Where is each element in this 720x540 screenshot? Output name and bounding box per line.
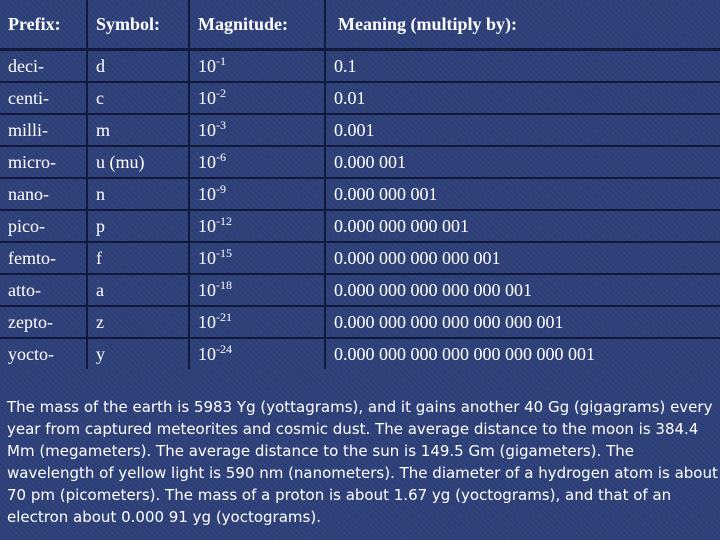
prefix-cell: femto- <box>0 242 87 274</box>
table-row <box>0 242 720 274</box>
symbol-cell: f <box>87 242 189 274</box>
prefix-cell: micro- <box>0 146 87 178</box>
meaning-cell: 0.000 000 000 001 <box>325 210 720 242</box>
meaning-cell: 0.01 <box>325 82 720 114</box>
magnitude-exponent: -1 <box>216 53 226 68</box>
magnitude-base: 10 <box>198 151 216 172</box>
magnitude-cell <box>189 210 325 242</box>
magnitude-base: 10 <box>198 279 216 300</box>
header-prefix: Prefix: <box>0 0 87 50</box>
table-row <box>0 274 720 306</box>
magnitude-cell <box>189 306 325 338</box>
magnitude-cell <box>189 50 325 83</box>
meaning-cell: 0.000 000 001 <box>325 178 720 210</box>
symbol-cell: z <box>87 306 189 338</box>
meaning-cell: 0.001 <box>325 114 720 146</box>
prefix-cell: zepto- <box>0 306 87 338</box>
magnitude-base: 10 <box>198 183 216 204</box>
symbol-cell: p <box>87 210 189 242</box>
symbol-cell: c <box>87 82 189 114</box>
magnitude-exponent: -18 <box>216 277 232 292</box>
magnitude-base: 10 <box>198 247 216 268</box>
magnitude-cell <box>189 242 325 274</box>
magnitude-base: 10 <box>198 343 216 364</box>
symbol-cell: d <box>87 50 189 83</box>
magnitude-exponent: -9 <box>216 181 226 196</box>
explanatory-paragraph: The mass of the earth is 5983 Yg (yottagrams), and it gains another 40 Gg (gigagrams) every year from captured meteorites and cosmic dust. The average distance to the moon is 384.4 Mm (megameters). The average distance to the sun is 149.5 Gm (gigameters). The wavelength of yellow light is 590 nm (nanometers). The diameter of a hydrogen atom is about 70 pm (picometers). The mass of a proton is about 1.67 yg (yoctograms), and that of an electron about 0.000 91 yg (yoctograms). <box>7 398 718 526</box>
magnitude-base: 10 <box>198 119 216 140</box>
prefix-cell: pico- <box>0 210 87 242</box>
table-row <box>0 306 720 338</box>
magnitude-exponent: -6 <box>216 149 226 164</box>
prefix-cell: deci- <box>0 50 87 83</box>
magnitude-exponent: -21 <box>216 309 232 324</box>
meaning-cell: 0.000 000 000 000 000 000 000 001 <box>334 343 595 364</box>
meaning-cell: 0.1 <box>325 50 720 83</box>
symbol-cell: u (mu) <box>87 146 189 178</box>
prefix-cell: atto- <box>0 274 87 306</box>
header-symbol: Symbol: <box>87 0 189 50</box>
magnitude-base: 10 <box>198 87 216 108</box>
magnitude-base: 10 <box>198 55 216 76</box>
magnitude-cell <box>189 274 325 306</box>
prefix-cell: yocto- <box>0 338 87 369</box>
prefix-cell: nano- <box>0 178 87 210</box>
magnitude-base: 10 <box>198 215 216 236</box>
magnitude-cell <box>189 338 325 369</box>
magnitude-exponent: -15 <box>216 245 232 260</box>
header-magnitude: Magnitude: <box>189 0 325 50</box>
prefix-cell: milli- <box>0 114 87 146</box>
meaning-cell: 0.000 000 000 000 000 000 001 <box>325 306 720 338</box>
meaning-cell: 0.000 001 <box>325 146 720 178</box>
magnitude-cell <box>189 178 325 210</box>
magnitude-exponent: -3 <box>216 117 226 132</box>
table-row <box>0 82 720 114</box>
magnitude-exponent: -24 <box>216 341 232 356</box>
magnitude-exponent: -2 <box>216 85 226 100</box>
prefix-cell: centi- <box>0 82 87 114</box>
table-row <box>0 114 720 146</box>
meaning-cell: 0.000 000 000 000 001 <box>325 242 720 274</box>
table-row <box>0 210 720 242</box>
table-row <box>0 50 720 83</box>
magnitude-base: 10 <box>198 311 216 332</box>
meaning-cell: 0.000 000 000 000 000 001 <box>325 274 720 306</box>
symbol-cell: a <box>87 274 189 306</box>
magnitude-cell <box>189 146 325 178</box>
symbol-cell: y <box>87 338 189 369</box>
header-meaning: Meaning (multiply by): <box>325 0 720 50</box>
table-header-row <box>0 0 720 50</box>
table-row <box>0 146 720 178</box>
magnitude-cell <box>189 114 325 146</box>
symbol-cell: n <box>87 178 189 210</box>
symbol-cell: m <box>87 114 189 146</box>
magnitude-cell <box>189 82 325 114</box>
table-row <box>0 338 720 369</box>
table-row <box>0 178 720 210</box>
magnitude-exponent: -12 <box>216 213 232 228</box>
